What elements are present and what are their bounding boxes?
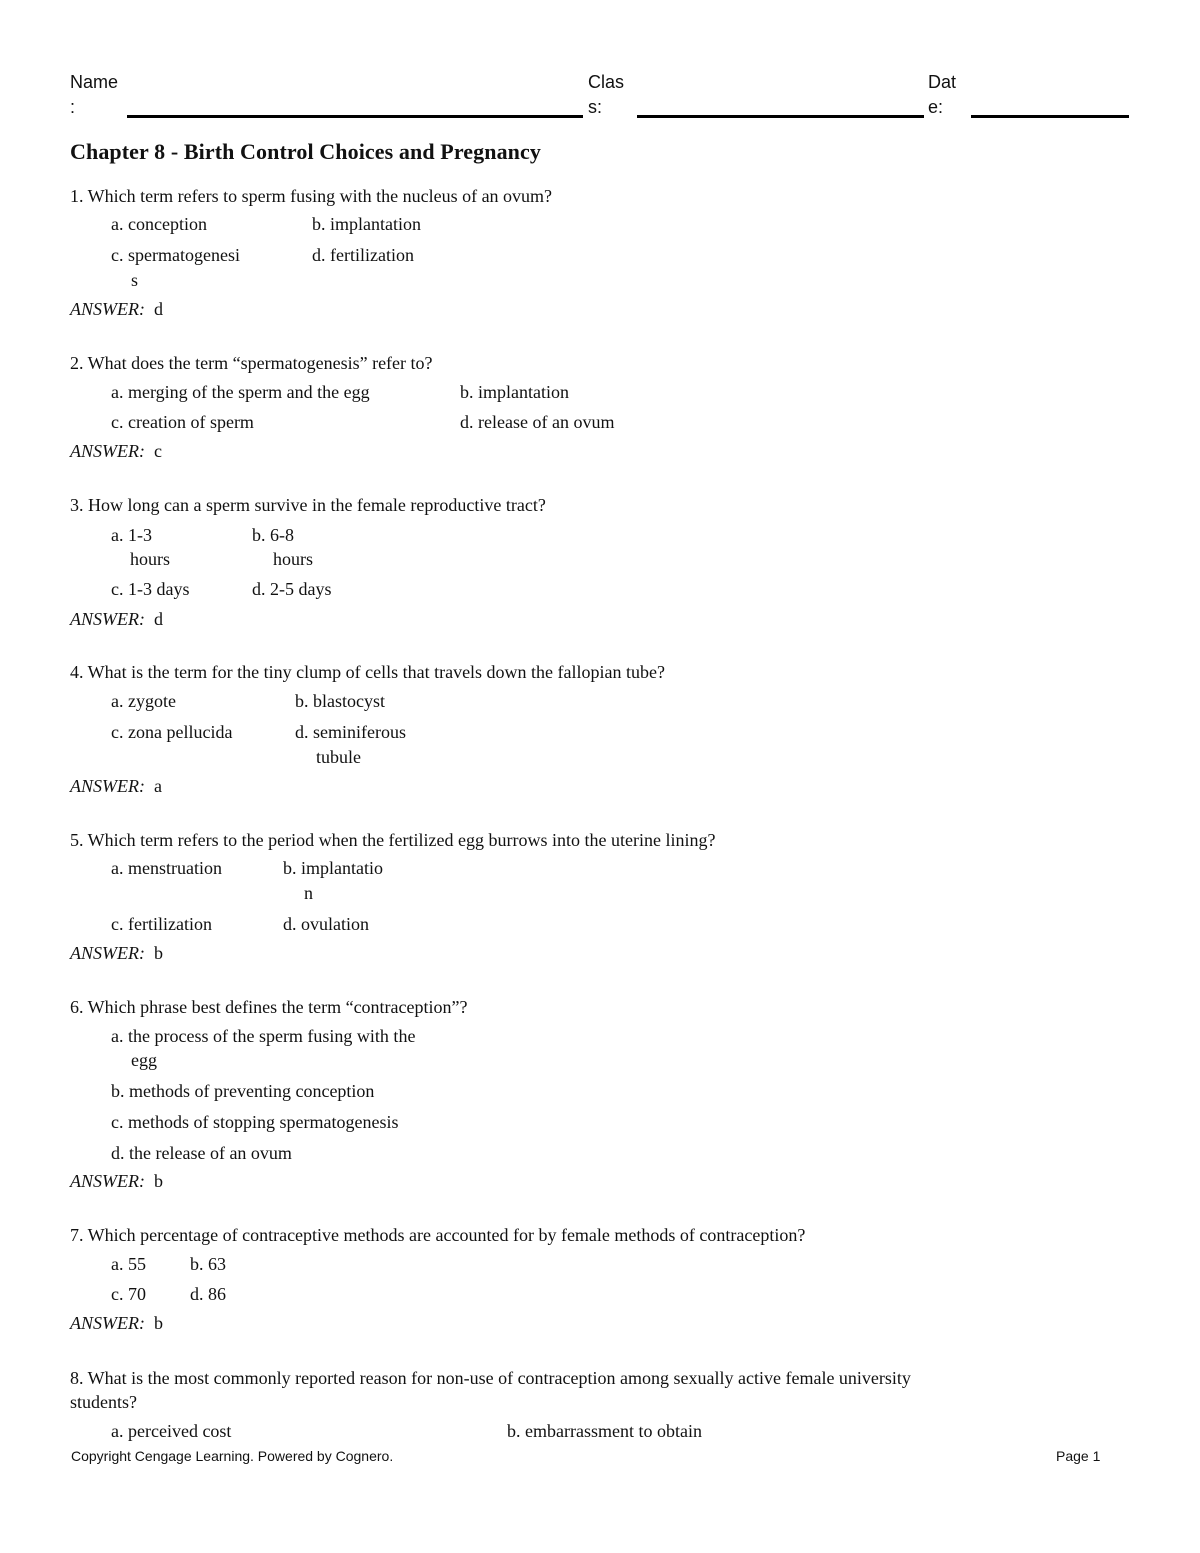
option-c: c. methods of stopping spermatogenesis (111, 1112, 399, 1132)
question-text: 4. What is the term for the tiny clump of cells that travels down the fallopian tube? (70, 662, 666, 682)
option-a: a. menstruation (111, 858, 222, 878)
option-b-wrap: n (304, 883, 313, 903)
name-label-colon: : (70, 97, 76, 117)
option-d: d. release of an ovum (460, 412, 615, 432)
question-text: 8. What is the most commonly reported reason for non-use of contraception among sexually active female university (70, 1368, 911, 1388)
option-c: c. 1-3 days (111, 579, 190, 599)
date-label-suffix: e: (928, 97, 944, 117)
option-c: c. fertilization (111, 914, 212, 934)
option-d-wrap: tubule (316, 747, 361, 767)
question-text: 6. Which phrase best defines the term “contraception”? (70, 997, 468, 1017)
option-b: b. implantation (460, 382, 569, 402)
page-number: Page 1 (1056, 1448, 1101, 1464)
option-c: c. zona pellucida (111, 722, 233, 742)
answer-value: a (153, 776, 162, 796)
answer-label: ANSWER: (70, 609, 145, 629)
option-a: a. 1-3 (111, 525, 152, 545)
answer (70, 1313, 163, 1334)
option-a: a. the process of the sperm fusing with the (111, 1026, 416, 1046)
option-b: b. embarrassment to obtain (507, 1421, 702, 1441)
option-b: b. 6-8 (252, 525, 294, 545)
answer (70, 609, 163, 630)
answer-label: ANSWER: (70, 1171, 145, 1191)
question-text: 5. Which term refers to the period when the fertilized egg burrows into the uterine lining? (70, 830, 716, 850)
answer-value: b (153, 1171, 163, 1191)
name-field[interactable] (127, 115, 583, 118)
page-title: Chapter 8 - Birth Control Choices and Pregnancy (70, 139, 541, 164)
answer (70, 299, 163, 320)
option-a: a. 55 (111, 1254, 146, 1274)
date-field[interactable] (971, 115, 1129, 118)
option-d: d. ovulation (283, 914, 369, 934)
option-b: b. methods of preventing conception (111, 1081, 375, 1101)
answer-value: c (153, 441, 162, 461)
answer-value: b (153, 943, 163, 963)
option-c-wrap: s (131, 270, 139, 290)
answer-label: ANSWER: (70, 1313, 145, 1333)
class-field[interactable] (637, 115, 924, 118)
answer (70, 1171, 163, 1192)
option-b: b. implantation (312, 214, 421, 234)
question-text: 3. How long can a sperm survive in the female reproductive tract? (70, 495, 546, 515)
question-text: 1. Which term refers to sperm fusing with the nucleus of an ovum? (70, 186, 553, 206)
answer (70, 943, 163, 964)
option-a: a. zygote (111, 691, 176, 711)
answer (70, 776, 162, 797)
option-a: a. merging of the sperm and the egg (111, 382, 370, 402)
answer-label: ANSWER: (70, 441, 145, 461)
option-d: d. 2-5 days (252, 579, 332, 599)
option-d: d. fertilization (312, 245, 414, 265)
option-a-wrap: egg (131, 1050, 157, 1070)
option-d: d. 86 (190, 1284, 226, 1304)
question-text: 2. What does the term “spermatogenesis” refer to? (70, 353, 433, 373)
question-text-wrap: students? (70, 1392, 137, 1412)
option-b: b. implantatio (283, 858, 383, 878)
option-a-wrap: hours (130, 549, 170, 569)
option-d: d. the release of an ovum (111, 1143, 292, 1163)
answer-label: ANSWER: (70, 299, 145, 319)
option-c: c. 70 (111, 1284, 146, 1304)
answer (70, 441, 162, 462)
date-label: Dat (928, 72, 957, 92)
option-b-wrap: hours (273, 549, 313, 569)
class-label: Clas (588, 72, 625, 92)
option-b: b. 63 (190, 1254, 226, 1274)
answer-value: b (153, 1313, 163, 1333)
name-label: Name (70, 72, 119, 92)
question-text: 7. Which percentage of contraceptive methods are accounted for by female methods of contraception? (70, 1225, 806, 1245)
option-d: d. seminiferous (295, 722, 406, 742)
answer-value: d (153, 609, 163, 629)
option-c: c. creation of sperm (111, 412, 254, 432)
option-a: a. perceived cost (111, 1421, 232, 1441)
footer-copyright: Copyright Cengage Learning. Powered by Cognero. (71, 1448, 394, 1464)
option-a: a. conception (111, 214, 207, 234)
option-c: c. spermatogenesi (111, 245, 240, 265)
answer-label: ANSWER: (70, 943, 145, 963)
option-b: b. blastocyst (295, 691, 385, 711)
answer-value: d (153, 299, 163, 319)
answer-label: ANSWER: (70, 776, 145, 796)
class-label-suffix: s: (588, 97, 603, 117)
